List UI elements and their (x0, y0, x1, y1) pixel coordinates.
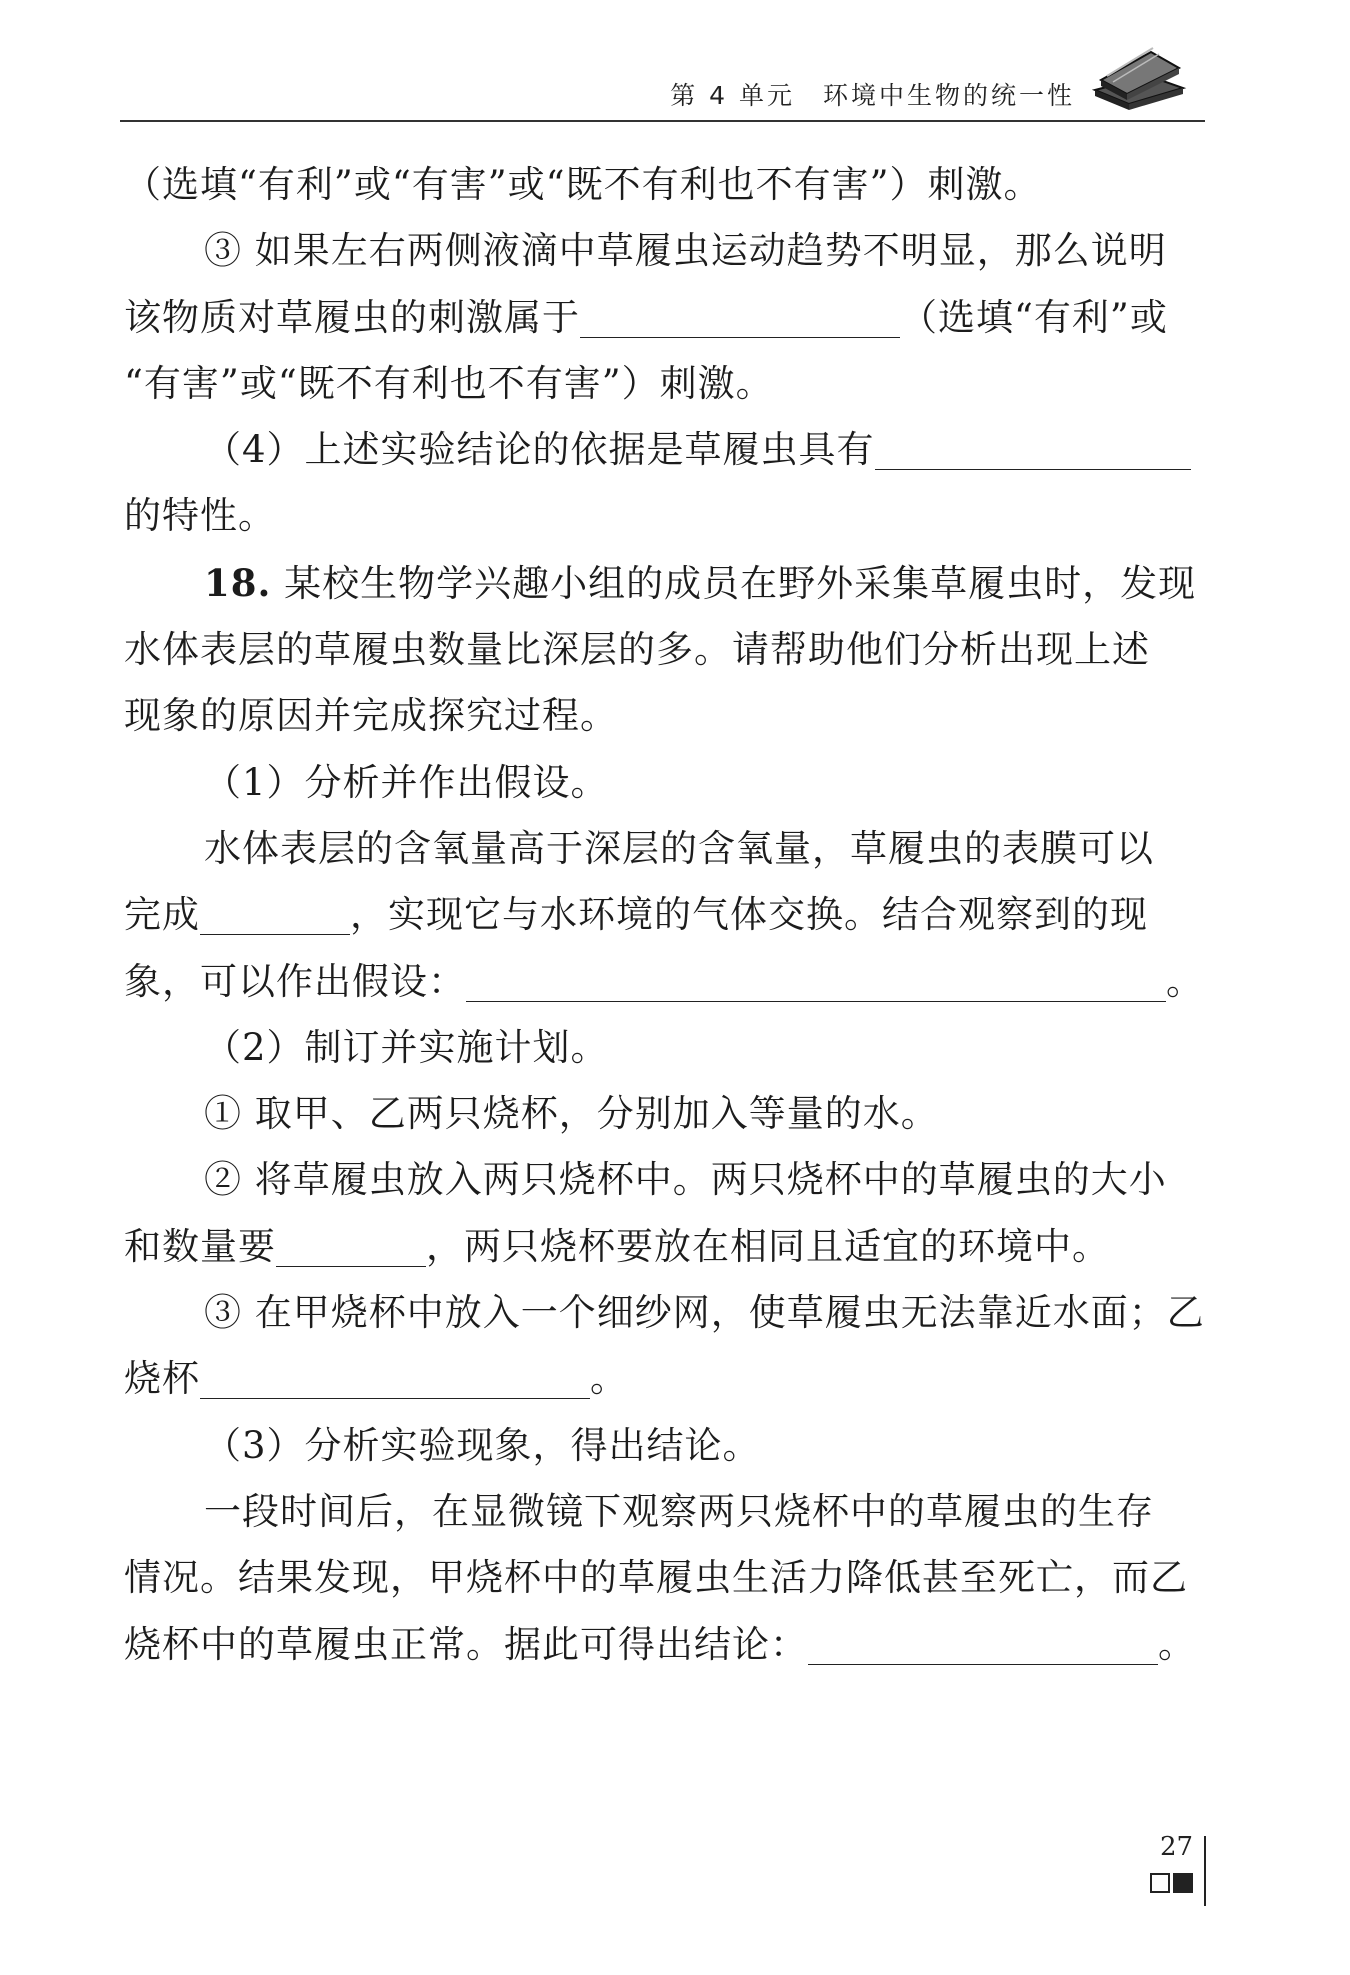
book-stack-icon (1087, 32, 1187, 112)
answer-blank[interactable] (875, 429, 1191, 470)
text-line: ② 将草履虫放入两只烧杯中。两只烧杯中的草履虫的大小 (204, 1158, 1167, 1202)
text-line: 该物质对草履虫的刺激属于 （选填“有利”或 (124, 295, 1168, 339)
answer-blank[interactable] (276, 1226, 426, 1267)
answer-blank[interactable] (200, 1358, 590, 1399)
question-18-line: 18. 某校生物学兴趣小组的成员在野外采集草履虫时，发现 (204, 560, 1197, 605)
question-number: 18. (204, 560, 272, 605)
text-line: 烧杯 。 (124, 1357, 628, 1401)
text-line: 现象的原因并完成探究过程。 (124, 694, 618, 738)
header-title: 第 4 单元 环境中生物的统一性 (670, 81, 1075, 110)
text-line: 水体表层的草履虫数量比深层的多。请帮助他们分析出现上述 (124, 628, 1150, 672)
text-line: 情况。结果发现，甲烧杯中的草履虫生活力降低甚至死亡，而乙 (124, 1556, 1188, 1600)
text-line: （2）制订并实施计划。 (204, 1025, 609, 1069)
text-line: （选填“有利”或“有害”或“既不有利也不有害”）刺激。 (124, 163, 1042, 206)
text-line: “有害”或“既不有利也不有害”）刺激。 (124, 361, 774, 405)
text-line: 和数量要 ，两只烧杯要放在相同且适宜的环境中。 (124, 1224, 1110, 1268)
text-line: 一段时间后，在显微镜下观察两只烧杯中的草履虫的生存 (204, 1489, 1154, 1533)
filled-square-icon (1173, 1873, 1193, 1893)
empty-square-icon (1150, 1873, 1170, 1893)
answer-blank[interactable] (808, 1624, 1158, 1665)
text-line: 的特性。 (124, 494, 276, 538)
footer-squares (1150, 1873, 1196, 1893)
answer-blank[interactable] (466, 961, 1166, 1002)
footer-divider (1204, 1836, 1206, 1906)
text-line: （4）上述实验结论的依据是草履虫具有 (124, 417, 1208, 483)
page-header (120, 58, 1205, 122)
text-line: 完成 ，实现它与水环境的气体交换。结合观察到的现 (124, 893, 1148, 937)
text-line: （3）分析实验现象，得出结论。 (204, 1423, 761, 1467)
answer-blank[interactable] (200, 894, 350, 935)
page-content (124, 152, 1208, 1678)
text-line: 烧杯中的草履虫正常。据此可得出结论： 。 (124, 1622, 1196, 1666)
text-line: 象，可以作出假设： 。 (124, 959, 1204, 1003)
text-line: ③ 如果左右两侧液滴中草履虫运动趋势不明显，那么说明 (204, 229, 1167, 273)
page-number: 27 (1160, 1832, 1194, 1862)
text-line: ① 取甲、乙两只烧杯，分别加入等量的水。 (204, 1092, 939, 1136)
text-line: （1）分析并作出假设。 (204, 760, 609, 804)
text-line: 水体表层的含氧量高于深层的含氧量，草履虫的表膜可以 (204, 826, 1154, 870)
text-line: ③ 在甲烧杯中放入一个细纱网，使草履虫无法靠近水面；乙 (204, 1291, 1205, 1335)
answer-blank[interactable] (580, 297, 900, 338)
